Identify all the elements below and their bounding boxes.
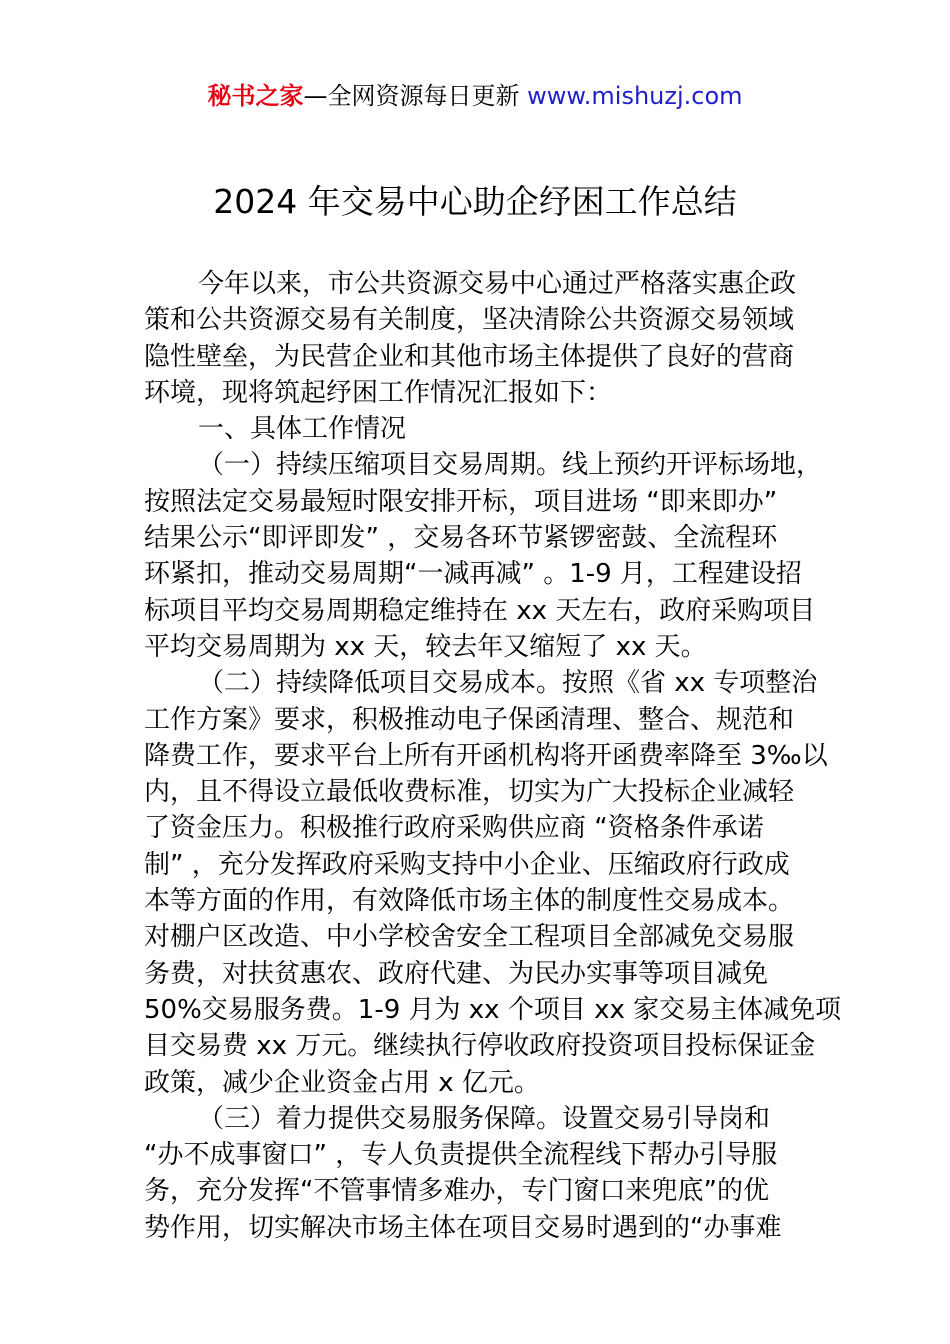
text-line: 目交易费 xx 万元。继续执行停收政府投资项目投标保证金	[144, 1031, 816, 1062]
text-line: 标项目平均交易周期稳定维持在 xx 天左右，政府采购项目	[144, 595, 816, 626]
text-line: 结果公示“即评即发” ，交易各环节紧锣密鼓、全流程环	[144, 523, 778, 554]
text-line: （一）持续压缩项目交易周期。线上预约开评标场地，	[198, 450, 823, 481]
text-line: “办不成事窗口” ，专人负责提供全流程线下帮办引导服	[144, 1140, 778, 1171]
text-line: 势作用，切实解决市场主体在项目交易时遇到的“办事难	[144, 1212, 782, 1243]
document-body	[144, 266, 842, 1246]
text-line: 环境，现将筑起纾困工作情况汇报如下：	[144, 377, 613, 408]
text-line: 50%交易服务费。1-9 月为 xx 个项目 xx 家交易主体减免项	[144, 994, 842, 1025]
text-line: 环紧扣，推动交易周期“一减再减” 。1-9 月，工程建设招	[144, 559, 802, 590]
text-line: 隐性壁垒，为民营企业和其他市场主体提供了良好的营商	[144, 341, 795, 372]
text-line: 策和公共资源交易有关制度，坚决清除公共资源交易领域	[144, 305, 795, 336]
text-line: 工作方案》要求，积极推动电子保函清理、整合、规范和	[144, 704, 795, 735]
text-line: 内，且不得设立最低收费标准，切实为广大投标企业减轻	[144, 777, 795, 808]
document-title: 2024 年交易中心助企纾困工作总结	[213, 182, 737, 221]
text-line: 了资金压力。积极推行政府采购供应商 “资格条件承诺	[144, 813, 764, 844]
text-line: 本等方面的作用，有效降低市场主体的制度性交易成本。	[144, 886, 795, 917]
text-line: 平均交易周期为 xx 天，较去年又缩短了 xx 天。	[144, 631, 707, 662]
text-line: 制” ，充分发挥政府采购支持中小企业、压缩政府行政成	[144, 849, 790, 880]
text-line: 今年以来，市公共资源交易中心通过严格落实惠企政	[198, 269, 797, 299]
text-line: 务，充分发挥“不管事情多难办，专门窗口来兜底”的优	[144, 1176, 769, 1207]
text-line: （三）着力提供交易服务保障。设置交易引导岗和	[198, 1103, 771, 1134]
section-heading: 一、具体工作情况	[198, 414, 407, 445]
text-line: 按照法定交易最短时限安排开标，项目进场 “即来即办”	[144, 486, 778, 517]
site-url-link[interactable]: www.mishuzj.com	[527, 82, 743, 110]
text-line: 务费，对扶贫惠农、政府代建、为民办实事等项目减免	[144, 958, 769, 989]
header-tagline: —全网资源每日更新	[303, 82, 528, 110]
site-brand: 秘书之家	[207, 82, 304, 110]
text-line: 降费工作，要求平台上所有开函机构将开函费率降至 3‰以	[144, 740, 828, 771]
text-line: 政策，减少企业资金占用 x 亿元。	[144, 1067, 540, 1098]
text-line: （二）持续降低项目交易成本。按照《省 xx 专项整治	[198, 668, 818, 699]
site-header	[0, 80, 950, 112]
text-line: 对棚户区改造、中小学校舍安全工程项目全部减免交易服	[144, 922, 795, 953]
